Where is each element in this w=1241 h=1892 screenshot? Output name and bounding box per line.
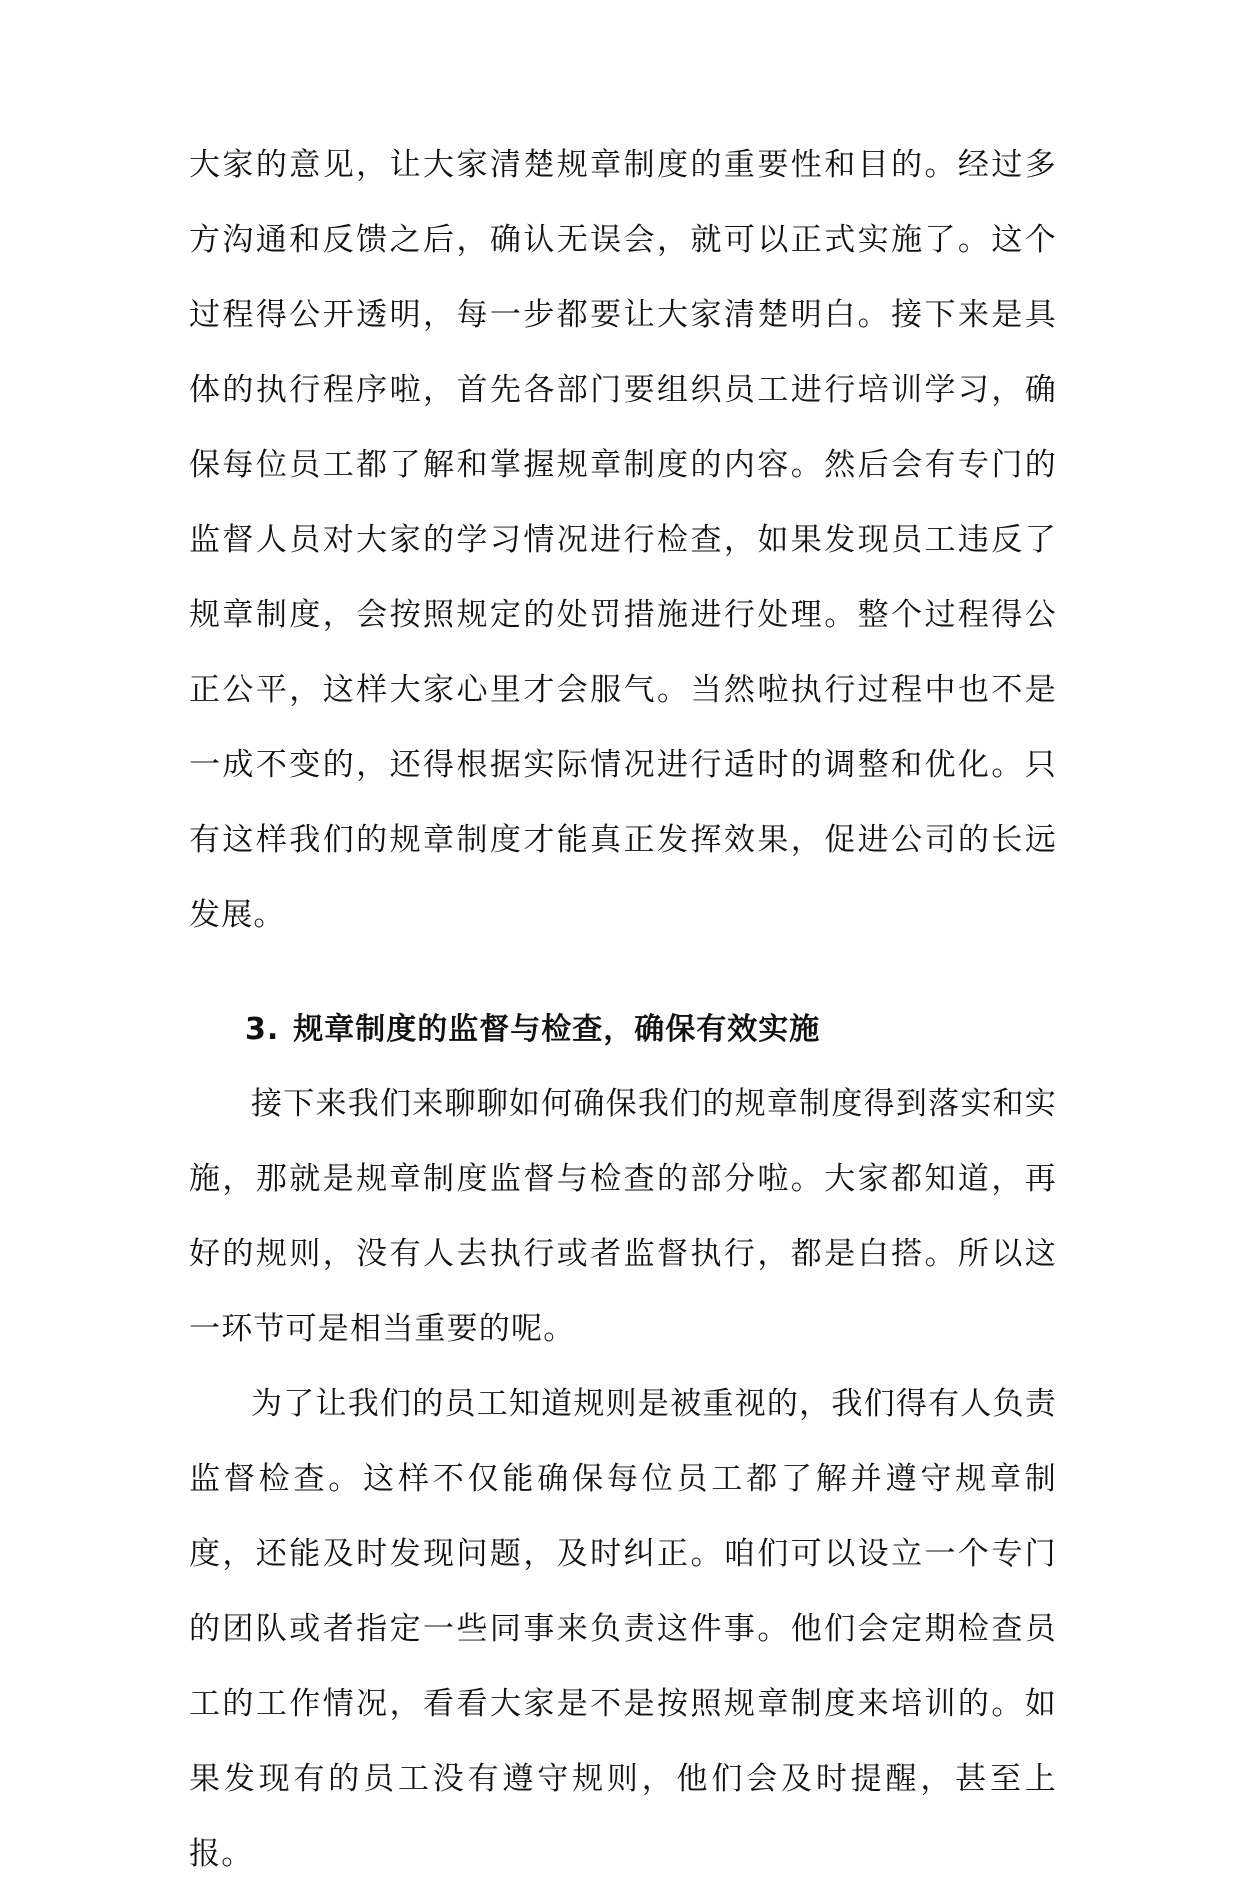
paragraph-supervision-team: 为了让我们的员工知道规则是被重视的，我们得有人负责监督检查。这样不仅能确保每位员工都了解并遵守规章制度，还能及时发现问题，及时纠正。咱们可以设立一个专门的团队或者指定一些同事来负责这件事。他们会定期检查员工的工作情况，看看大家是不是按照规章制度来培训的。如果发现有的员工没有遵守规则，他们会及时提醒，甚至上报。 xyxy=(189,1386,1057,1872)
section-heading xyxy=(189,992,1057,1067)
section-title: 规章制度的监督与检查，确保有效实施 xyxy=(293,1012,821,1047)
paragraph-continuation: 大家的意见，让大家清楚规章制度的重要性和目的。经过多方沟通和反馈之后，确认无误会，就可以正式实施了。这个过程得公开透明，每一步都要让大家清楚明白。接下来是具体的执行程序啦，首先各部门要组织员工进行培训学习，确保每位员工都了解和掌握规章制度的内容。然后会有专门的监督人员对大家的学习情况进行检查，如果发现员工违反了规章制度，会按照规定的处罚措施进行处理。整个过程得公正公平，这样大家心里才会服气。当然啦执行过程中也不是一成不变的，还得根据实际情况进行适时的调整和优化。只有这样我们的规章制度才能真正发挥效果，促进公司的长远发展。 xyxy=(189,147,1057,933)
paragraph-supervision-intro: 接下来我们来聊聊如何确保我们的规章制度得到落实和实施，那就是规章制度监督与检查的部分啦。大家都知道，再好的规则，没有人去执行或者监督执行，都是白搭。所以这一环节可是相当重要的呢。 xyxy=(189,1086,1057,1347)
section-number: 3. xyxy=(245,1012,280,1047)
